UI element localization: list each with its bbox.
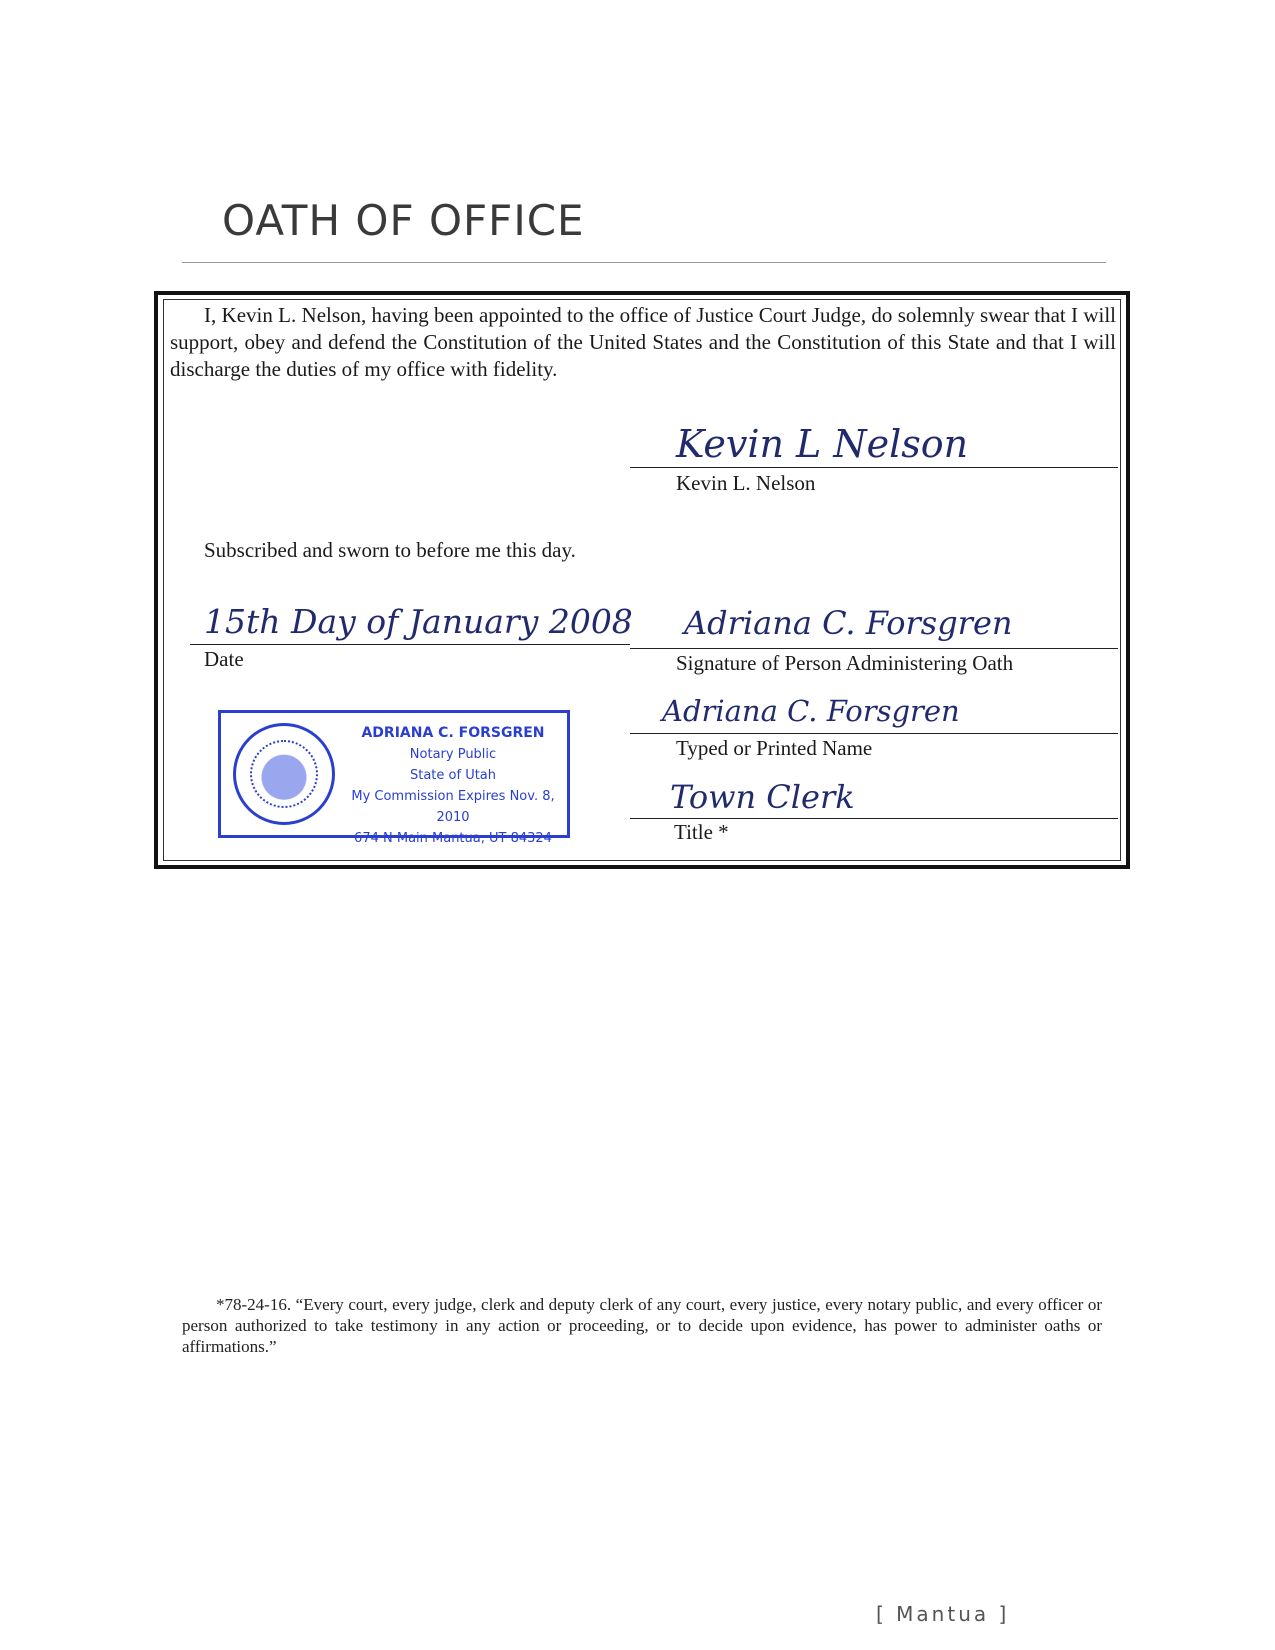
oath-text: I, Kevin L. Nelson, having been appointed to the office of Justice Court Judge, do solemnly swear that I will support, obey and defend the Constitution of the United States and the Constitution of this State and that I will discharge the duties of my office with fidelity.	[170, 303, 1116, 381]
title-line	[630, 818, 1118, 819]
stamp-state: State of Utah	[409, 768, 497, 783]
stamp-address: 674 N Main Mantua, UT 84324	[354, 831, 552, 846]
title-divider	[182, 262, 1106, 263]
statute-footnote: *78-24-16. “Every court, every judge, clerk and deputy clerk of any court, every justice, every notary public, and every officer or person authorized to take testimony in any action or proceeding, or to decide upon evidence, has power to administer oaths or affirmations.”	[182, 1295, 1102, 1356]
stamp-role: Notary Public	[409, 747, 497, 762]
state-seal-icon	[233, 723, 335, 825]
administrator-signature: Adriana C. Forsgren	[684, 604, 1013, 642]
page-title: OATH OF OFFICE	[222, 196, 585, 245]
officer-name-label: Kevin L. Nelson	[676, 471, 816, 495]
printed-name-label: Typed or Printed Name	[676, 736, 873, 760]
margin-note: [ Mantua ]	[876, 1602, 1010, 1626]
administrator-signature-line	[630, 648, 1118, 649]
officer-signature: Kevin L Nelson	[676, 422, 969, 466]
stamp-commission: My Commission Expires Nov. 8, 2010	[351, 789, 555, 825]
printed-name-handwritten: Adriana C. Forsgren	[662, 694, 960, 728]
subscribed-text: Subscribed and sworn to before me this day.	[204, 538, 576, 562]
officer-signature-line	[630, 467, 1118, 468]
date-label: Date	[204, 647, 244, 671]
notary-stamp	[218, 710, 570, 846]
date-line	[190, 644, 630, 645]
printed-name-line	[630, 733, 1118, 734]
administrator-signature-label: Signature of Person Administering Oath	[676, 651, 1014, 675]
title-handwritten: Town Clerk	[670, 778, 855, 816]
title-label: Title *	[674, 820, 729, 844]
date-handwritten: 15th Day of January 2008	[204, 602, 633, 641]
stamp-name: ADRIANA C. FORSGREN	[361, 725, 545, 741]
